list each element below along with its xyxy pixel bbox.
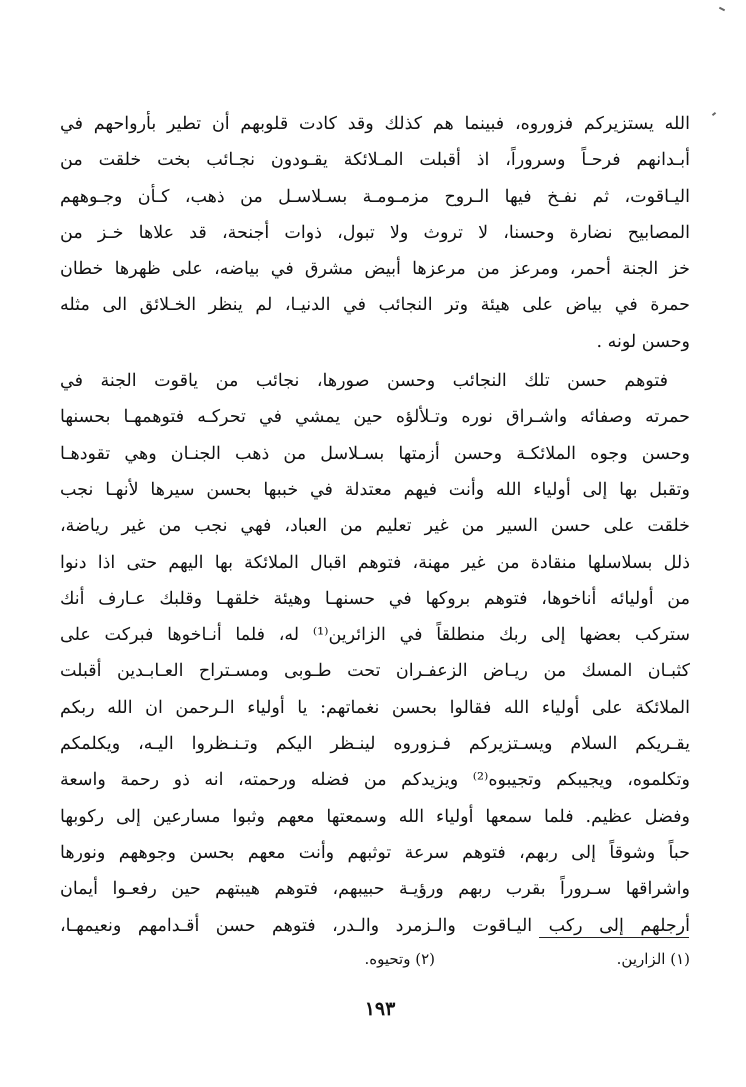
footnote-divider: [539, 937, 689, 938]
text-line: أبـدانهم فرحـاً وسروراً، اذ أقبلت المـلائكة يقـودون نجـائب بخت خلقت من: [60, 150, 690, 171]
text-line: فتوهم حسن تلك النجائب وحسن صورها، نجائب من ياقوت الجنة في: [60, 371, 668, 392]
text-line: المصابيح نضارة وحسنا، لا تروث ولا تبول، ذوات أجنحة، قد علاها خـز من: [60, 222, 690, 243]
text-line: ذلل بسلاسلها منقادة من غير مهنة، فتوهم اقبال الملائكة بها اليهم حتى اذا دنوا: [60, 552, 690, 573]
text-line: كثبـان المسك من ريـاض الزعفـران تحت طـوبى ومسـتراح العـابـدين أقبلت: [60, 661, 690, 682]
text-line: خز الجنة أحمر، ومرعز من مرعزها أبيض مشرق في بياضه، على ظهرها خطان: [60, 259, 690, 280]
scan-mark: [712, 112, 716, 116]
text-line: وحسن لونه .: [596, 331, 690, 352]
page-number: ١٩٣: [364, 998, 396, 1020]
text-line: حمرته وصفائه واشـراق نوره وتـلألؤه حين يمشي في تحركـه فتوهمهـا بحسنها: [60, 407, 690, 428]
footnote-2: (٢) وتحيوه.: [364, 950, 435, 968]
text-line: خلقت على حسن السير من غير تعليم من العباد، فهي نجب من غير رياضة،: [60, 516, 690, 537]
text-line: أرجلهم إلى ركب اليـاقوت والـزمرد والـدر، فتوهم حسن أقـدامهم ونعيمهـا،: [60, 915, 690, 936]
footnote-1: (١) الزارين.: [616, 950, 690, 968]
text-line: واشراقها سـروراً بقرب ربهم ورؤيـة حبيبهم، فتوهم هيبتهم حين رفعـوا أيمان: [60, 879, 690, 900]
text-line: وحسن وجوه الملائكـة وحسن أزمتها بسـلاسل من ذهب الجنـان وهي تقودهـا: [60, 443, 690, 464]
text-line: حباً وشوقاً إلى ربهم، فتوهم سرعة توثبهم وأنت معهم بحسن وجوههم ونورها: [60, 842, 690, 863]
body-text: [60, 106, 690, 944]
text-line: الله يستزيركم فزوروه، فبينما هم كذلك وقد كادت قلوبهم أن تطير بأرواحهم في: [60, 114, 690, 134]
text-line: وتكلموه، ويجيبكم وتجيبوه⁽²⁾ ويزيدكم من فضله ورحمته، انه ذو رحمة واسعة: [60, 770, 690, 791]
paragraph-2: [60, 363, 690, 944]
text-line: ستركب بعضها إلى ربك منطلقاً في الزائرين⁽¹⁾ له، فلما أنـاخوها فبركت على: [60, 625, 690, 646]
footnotes: [60, 950, 690, 974]
text-line: من أوليائه أناخوها، فتوهم بروكها في حسنهـا وهيئة خلقهـا وقلبك عـارف أنك: [60, 588, 690, 609]
text-line: اليـاقوت، ثم نفـخ فيها الـروح مزمـومـة بسـلاسـل من ذهب، كـأن وجـوههم: [60, 186, 690, 207]
text-line: يقـريكم السلام ويسـتزيركم فـزوروه لينـظر اليكم وتـنـظروا اليـه، ويكلمكم: [60, 734, 690, 755]
paragraph-1: [60, 106, 690, 360]
text-line: حمرة في بياض على هيئة وتر النجائب في الدنيـا، لم ينظر الخـلائق الى مثله: [60, 295, 690, 316]
scan-mark: [719, 7, 725, 12]
text-line: وفضل عظيم. فلما سمعها أولياء الله وسمعتها معهم وثبوا مسارعين إلى ركوبها: [60, 806, 690, 827]
text-line: وتقبل بها إلى أولياء الله وأنت فيهم معتدلة في خببها بحسن سيرها لأنهـا نجب: [60, 479, 690, 500]
text-line: الملائكة على أولياء الله فقالوا بحسن نغماتهم: يا أولياء الـرحمن ان الله ربكم: [60, 697, 690, 718]
